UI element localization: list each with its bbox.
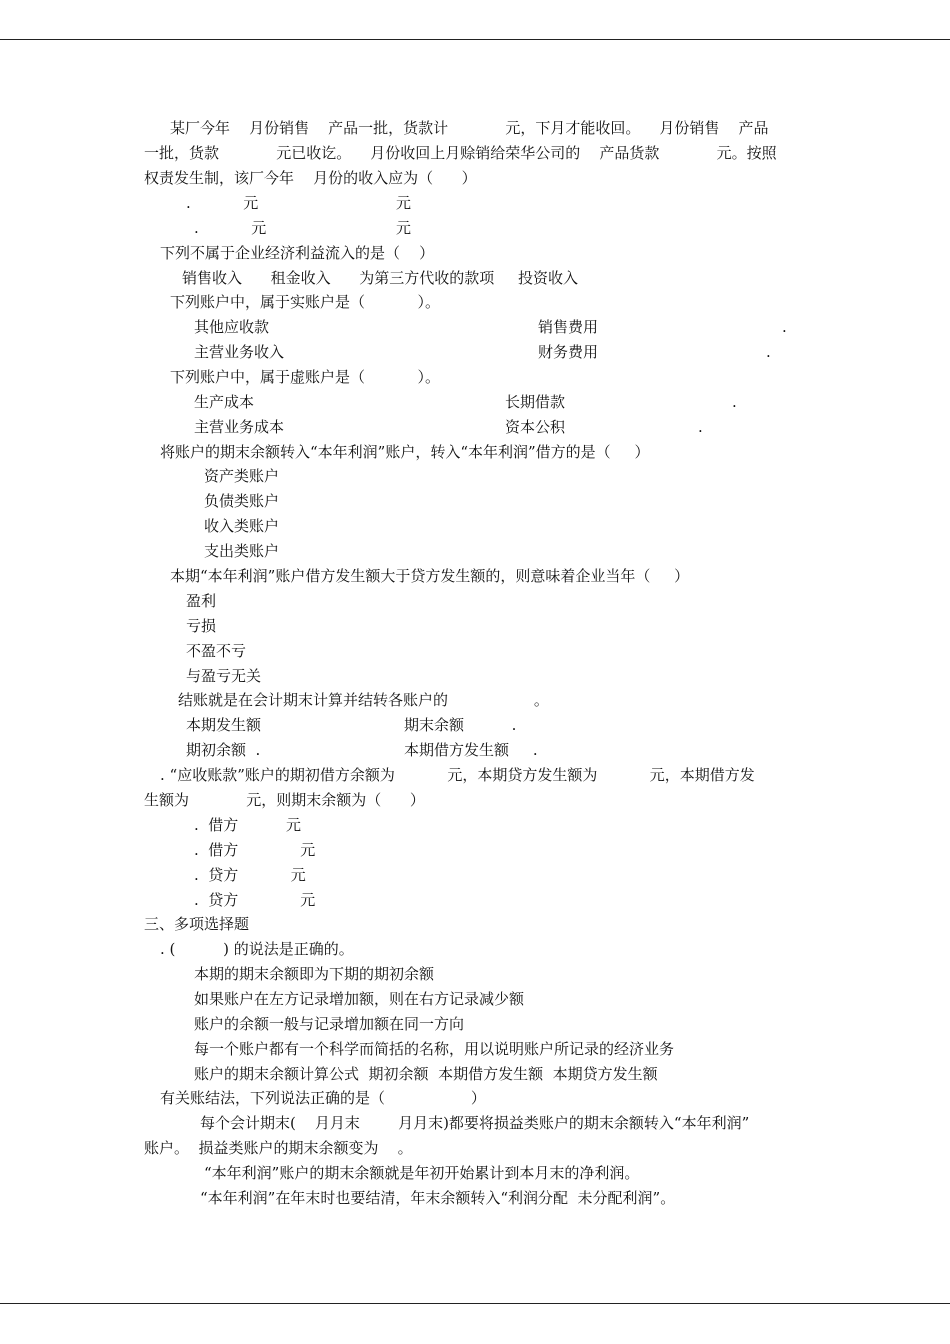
option-text: 生产成本 <box>194 393 255 411</box>
option-text: . <box>698 418 703 436</box>
option-text: 支出类账户 <box>204 542 280 560</box>
header-rule <box>0 39 950 40</box>
option-text: 资产类账户 <box>204 467 280 485</box>
q-text-line: 权责发生制，该厂今年 月份的收入应为（ ） <box>144 169 477 187</box>
option-text: 本期的期末余额即为下期的期初余额 <box>194 965 435 983</box>
question-text: 下列账户中，属于虚账户是（ ）。 <box>170 368 440 386</box>
question-text: 将账户的期末余额转入“本年利润”账户，转入“本年利润”借方的是（ ） <box>160 443 650 461</box>
option-text: . 贷方 元 <box>194 891 316 909</box>
option-text: 不盈不亏 <box>186 642 247 660</box>
option-text: 每一个账户都有一个科学而简括的名称，用以说明账户所记录的经济业务 <box>194 1040 675 1058</box>
option-text: . <box>782 318 787 336</box>
option-text: 负债类账户 <box>204 492 280 510</box>
option-text: 与盈亏无关 <box>186 667 262 685</box>
option-text: 本期发生额 <box>186 716 262 734</box>
option-text: 主营业务收入 <box>194 343 285 361</box>
option-text: . 元 <box>186 194 259 212</box>
q-text-line: 某厂今年 月份销售 产品一批，货款计 元，下月才能收回。 月份销售 产品 <box>170 119 769 137</box>
option-text: 其他应收款 <box>194 318 270 336</box>
option-text: 本期借方发生额 . <box>404 741 538 759</box>
q-text-line: 一批，货款 元已收讫。 月份收回上月赊销给荣华公司的 产品货款 元。按照 <box>144 144 777 162</box>
option-text: 期末余额 . <box>404 716 517 734</box>
option-text: 元 <box>396 219 412 237</box>
option-text: . <box>766 343 771 361</box>
option-text: 主营业务成本 <box>194 418 285 436</box>
option-text: 期初余额 . <box>186 741 261 759</box>
question-text: 生额为 元，则期末余额为（ ） <box>144 791 425 809</box>
question-text: 下列账户中，属于实账户是（ ）。 <box>170 293 440 311</box>
option-text: . <box>732 393 737 411</box>
option-text: . 借方 元 <box>194 816 301 834</box>
option-text: 盈利 <box>186 592 217 610</box>
option-text: 账户。 损益类账户的期末余额变为 。 <box>144 1139 413 1157</box>
option-text: . 元 <box>194 219 267 237</box>
option-text: 财务费用 <box>538 343 599 361</box>
question-text: 本期“本年利润”账户借方发生额大于贷方发生额的，则意味着企业当年（ ） <box>170 567 690 585</box>
option-text: 长期借款 <box>505 393 566 411</box>
question-text: . “应收账款”账户的期初借方余额为 元，本期贷方发生额为 元，本期借方发 <box>160 766 755 784</box>
question-text: 下列不属于企业经济利益流入的是（ ） <box>160 244 435 262</box>
option-text: “本年利润”账户的期末余额就是年初开始累计到本月末的净利润。 <box>204 1164 640 1182</box>
question-text: . ( ) 的说法是正确的。 <box>160 940 354 958</box>
option-text: . 借方 元 <box>194 841 316 859</box>
question-text: 有关账结法，下列说法正确的是（ ） <box>160 1089 486 1107</box>
option-text: 亏损 <box>186 617 217 635</box>
option-text: 销售收入 租金收入 为第三方代收的款项 投资收入 <box>182 269 579 287</box>
option-text: 销售费用 <box>538 318 599 336</box>
option-text: 如果账户在左方记录增加额，则在右方记录减少额 <box>194 990 525 1008</box>
option-text: 账户的期末余额计算公式 期初余额 本期借方发生额 本期贷方发生额 <box>194 1065 658 1083</box>
option-text: “本年利润”在年末时也要结清，年末余额转入“利润分配 未分配利润”。 <box>200 1189 676 1207</box>
option-text: 每个会计期末( 月月末 月月末)都要将损益类账户的期末余额转入“本年利润” <box>200 1114 750 1132</box>
option-text: 账户的余额一般与记录增加额在同一方向 <box>194 1015 465 1033</box>
question-text: 结账就是在会计期末计算并结转各账户的 。 <box>178 691 549 709</box>
option-text: . 贷方 元 <box>194 866 306 884</box>
option-text: 元 <box>396 194 412 212</box>
option-text: 收入类账户 <box>204 517 280 535</box>
section-heading: 三、多项选择题 <box>144 915 250 933</box>
option-text: 资本公积 <box>505 418 566 436</box>
footer-rule <box>0 1303 950 1304</box>
